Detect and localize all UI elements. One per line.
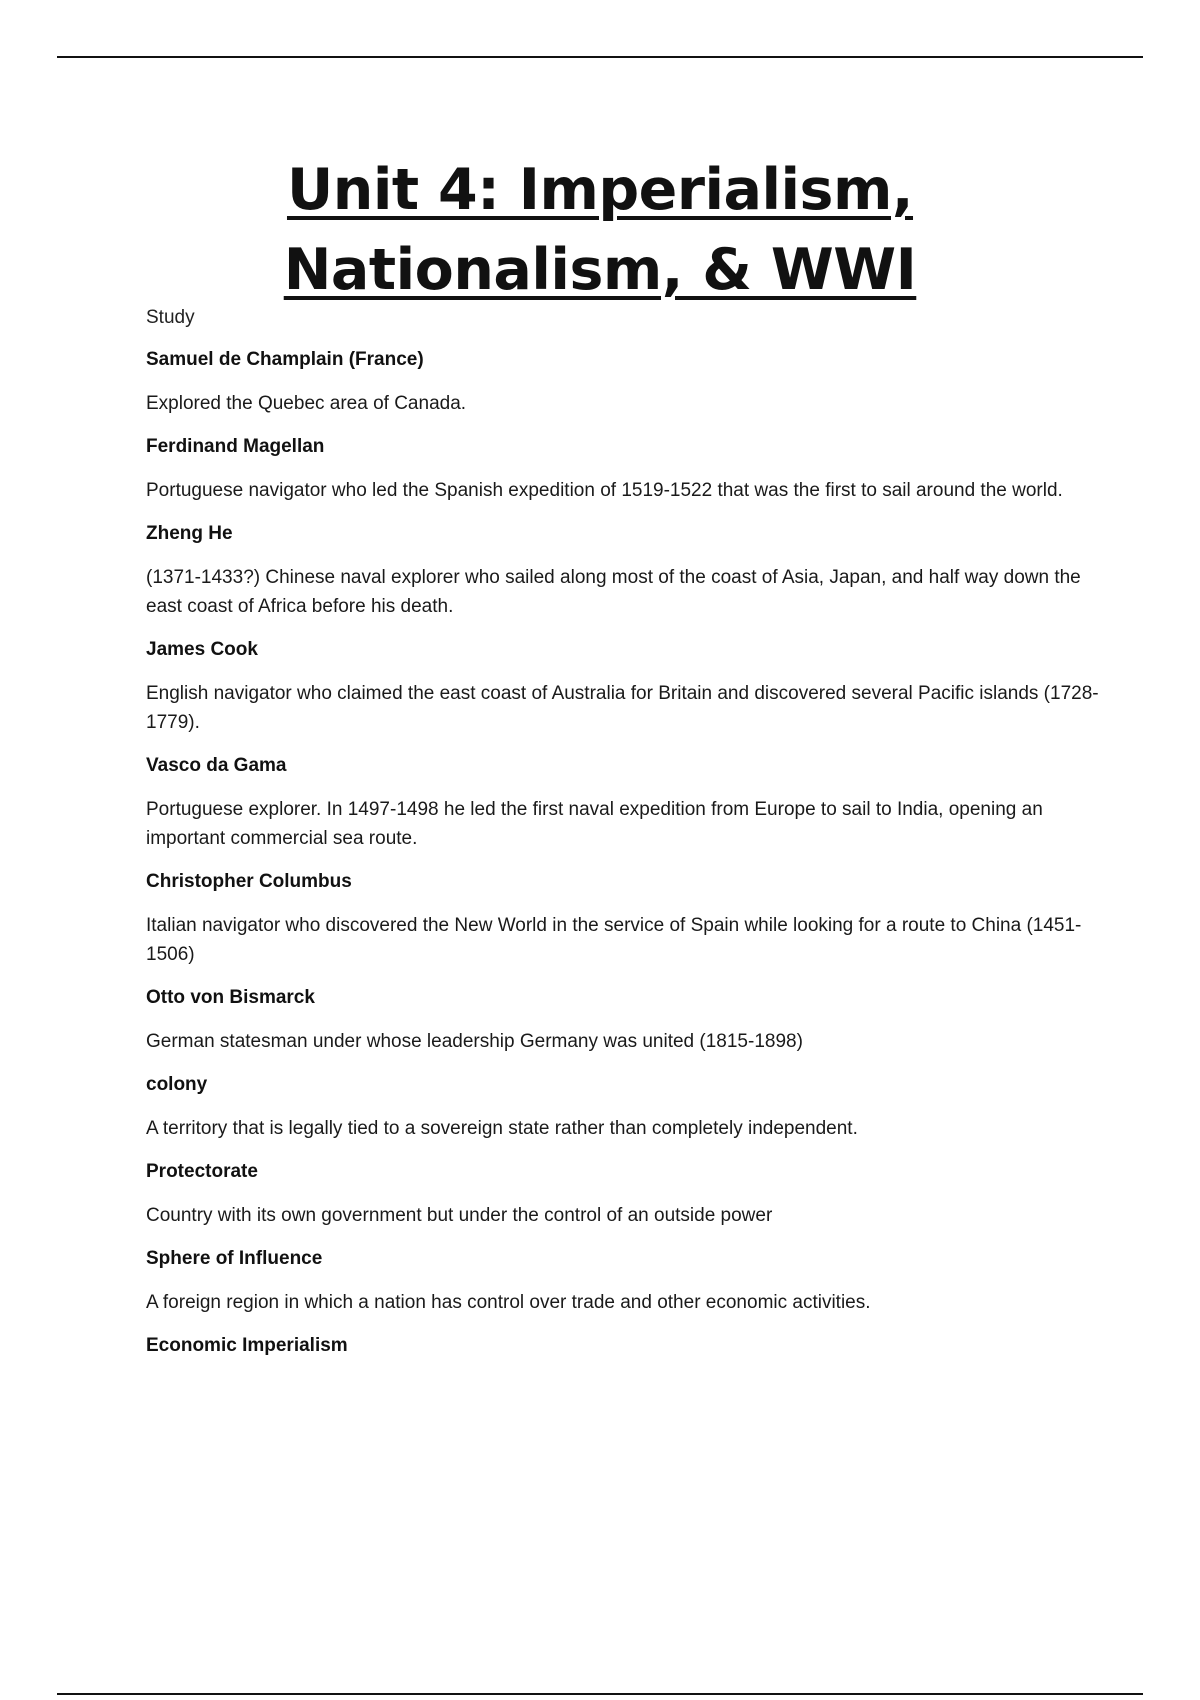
entry-james-cook (146, 633, 1106, 737)
definition: (1371-1433?) Chinese naval explorer who sailed along most of the coast of Asia, Japan, and half way down the east coast of Africa before his death. (146, 567, 1081, 617)
subtitle: Study (146, 307, 195, 328)
term: Protectorate (146, 1161, 258, 1182)
definition: A territory that is legally tied to a sovereign state rather than completely independent. (146, 1118, 858, 1139)
bottom-rule (57, 1693, 1143, 1695)
term: Vasco da Gama (146, 755, 287, 776)
definition: Italian navigator who discovered the New World in the service of Spain while looking for a route to China (1451-1506) (146, 915, 1082, 965)
definition: A foreign region in which a nation has control over trade and other economic activities. (146, 1292, 871, 1313)
definition: Explored the Quebec area of Canada. (146, 393, 467, 414)
top-rule (57, 56, 1143, 58)
document-body (146, 301, 1106, 1375)
definition: English navigator who claimed the east coast of Australia for Britain and discovered several Pacific islands (1728-1779). (146, 683, 1099, 733)
term: James Cook (146, 639, 258, 660)
entry-vasco-da-gama (146, 749, 1106, 853)
term: Sphere of Influence (146, 1248, 323, 1269)
term: Otto von Bismarck (146, 987, 315, 1008)
entry-colony (146, 1068, 1106, 1143)
page-title (0, 150, 1200, 310)
term: Samuel de Champlain (France) (146, 349, 424, 370)
term: colony (146, 1074, 208, 1095)
title-line-2: Nationalism, & WWI (283, 237, 917, 303)
term: Ferdinand Magellan (146, 436, 325, 457)
term: Christopher Columbus (146, 871, 352, 892)
entry-protectorate (146, 1155, 1106, 1230)
entry-economic-imperialism (146, 1329, 1106, 1363)
entry-magellan (146, 430, 1106, 505)
definition: Portuguese explorer. In 1497-1498 he led the first naval expedition from Europe to sail to India, opening an important commercial sea route. (146, 799, 1043, 849)
term: Economic Imperialism (146, 1335, 348, 1356)
entry-sphere-of-influence (146, 1242, 1106, 1317)
definition: Country with its own government but under the control of an outside power (146, 1205, 773, 1226)
entry-columbus (146, 865, 1106, 969)
title-line-1: Unit 4: Imperialism, (286, 157, 914, 223)
definition: German statesman under whose leadership Germany was united (1815-1898) (146, 1031, 803, 1052)
term: Zheng He (146, 523, 233, 544)
entry-zheng-he (146, 517, 1106, 621)
definition: Portuguese navigator who led the Spanish expedition of 1519-1522 that was the first to sail around the world. (146, 480, 1063, 501)
entry-champlain (146, 343, 1106, 418)
entry-bismarck (146, 981, 1106, 1056)
